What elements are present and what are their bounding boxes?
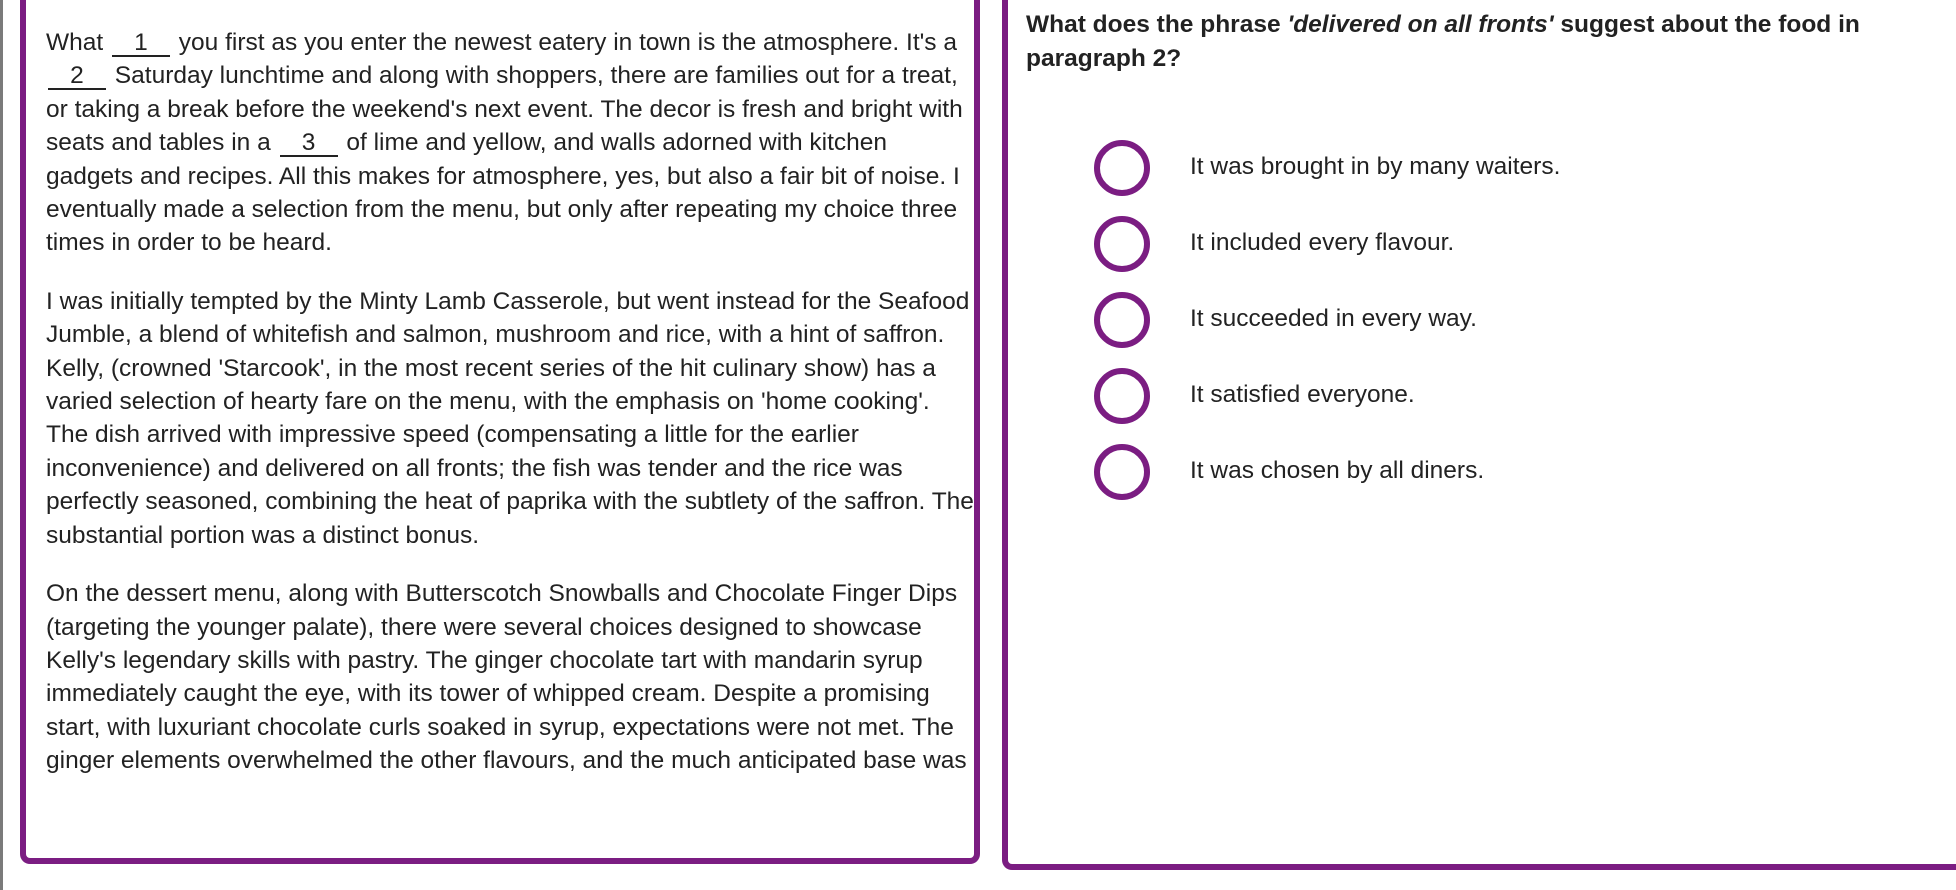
radio-button[interactable] [1094, 292, 1150, 348]
passage-text: What [46, 29, 110, 56]
radio-button[interactable] [1094, 444, 1150, 500]
radio-button[interactable] [1094, 216, 1150, 272]
passage-paragraph [46, 26, 976, 260]
window-left-edge [0, 0, 3, 890]
question-phrase: 'delivered on all fronts' [1287, 11, 1554, 38]
answer-option-label[interactable]: It satisfied everyone. [1190, 381, 1415, 408]
gap-number: 3 [280, 131, 338, 157]
passage-text: Saturday lunchtime and along with shoppers, there are families out for a treat, or taking a break before the weekend's next event. The decor is fresh and bright with seats and tables in a [46, 62, 963, 157]
radio-button[interactable] [1094, 140, 1150, 196]
question-prefix: What does the phrase [1026, 11, 1288, 38]
answer-option-label[interactable]: It was brought in by many waiters. [1190, 153, 1561, 180]
passage-text: you first as you enter the newest eatery in town is the atmosphere. It's a [172, 29, 957, 56]
passage-paragraph [46, 285, 976, 552]
passage-text: I was initially tempted by the Minty Lamb Casserole, but went instead for the Seafood Jumble, a blend of whitefish and salmon, mushroom and rice, with a hint of saffron. Kelly, (crowned 'Starcook', in the most recent series of the hit culinary show) has a varied selection of hearty fare on the menu, with the emphasis on 'home cooking'. The dish arrived with impressive speed (compensating a little for the earlier inconvenience) and delivered on all fronts; the fish was tender and the rice was perfectly seasoned, combining the heat of paprika with the subtlety of the saffron. The substantial portion was a distinct bonus. [46, 287, 974, 549]
answer-option-label[interactable]: It included every flavour. [1190, 229, 1455, 256]
answer-option-2[interactable] [1094, 216, 1854, 274]
question-suffix: suggest about the food in paragraph 2? [1026, 11, 1860, 72]
answer-option-5[interactable] [1094, 444, 1854, 502]
reading-passage-panel[interactable] [20, 0, 980, 864]
gap-number: 1 [112, 31, 170, 57]
gap-number: 2 [48, 64, 106, 90]
passage-text: On the dessert menu, along with Butterscotch Snowballs and Chocolate Finger Dips (targeting the younger palate), there were several choices designed to showcase Kelly's legendary skills with pastry. The ginger chocolate tart with mandarin syrup immediately caught the eye, with its tower of whipped cream. Despite a promising start, with luxuriant chocolate curls soaked in syrup, expectations were not met. The ginger elements overwhelmed the other flavours, and the much anticipated base was [46, 580, 967, 775]
answer-option-3[interactable] [1094, 292, 1854, 350]
passage-paragraph [46, 577, 976, 777]
answer-option-1[interactable] [1094, 140, 1854, 198]
answer-option-4[interactable] [1094, 368, 1854, 426]
answer-option-label[interactable]: It was chosen by all diners. [1190, 457, 1485, 484]
radio-button[interactable] [1094, 368, 1150, 424]
passage-text: of lime and yellow, and walls adorned with kitchen gadgets and recipes. All this makes for atmosphere, yes, but also a fair bit of noise. I eventually made a selection from the menu, but only after repeating my choice three times in order to be heard. [46, 129, 960, 257]
reading-passage [46, 26, 976, 803]
question-panel [1002, 0, 1956, 870]
question-text [1026, 8, 1956, 76]
answer-option-label[interactable]: It succeeded in every way. [1190, 305, 1477, 332]
